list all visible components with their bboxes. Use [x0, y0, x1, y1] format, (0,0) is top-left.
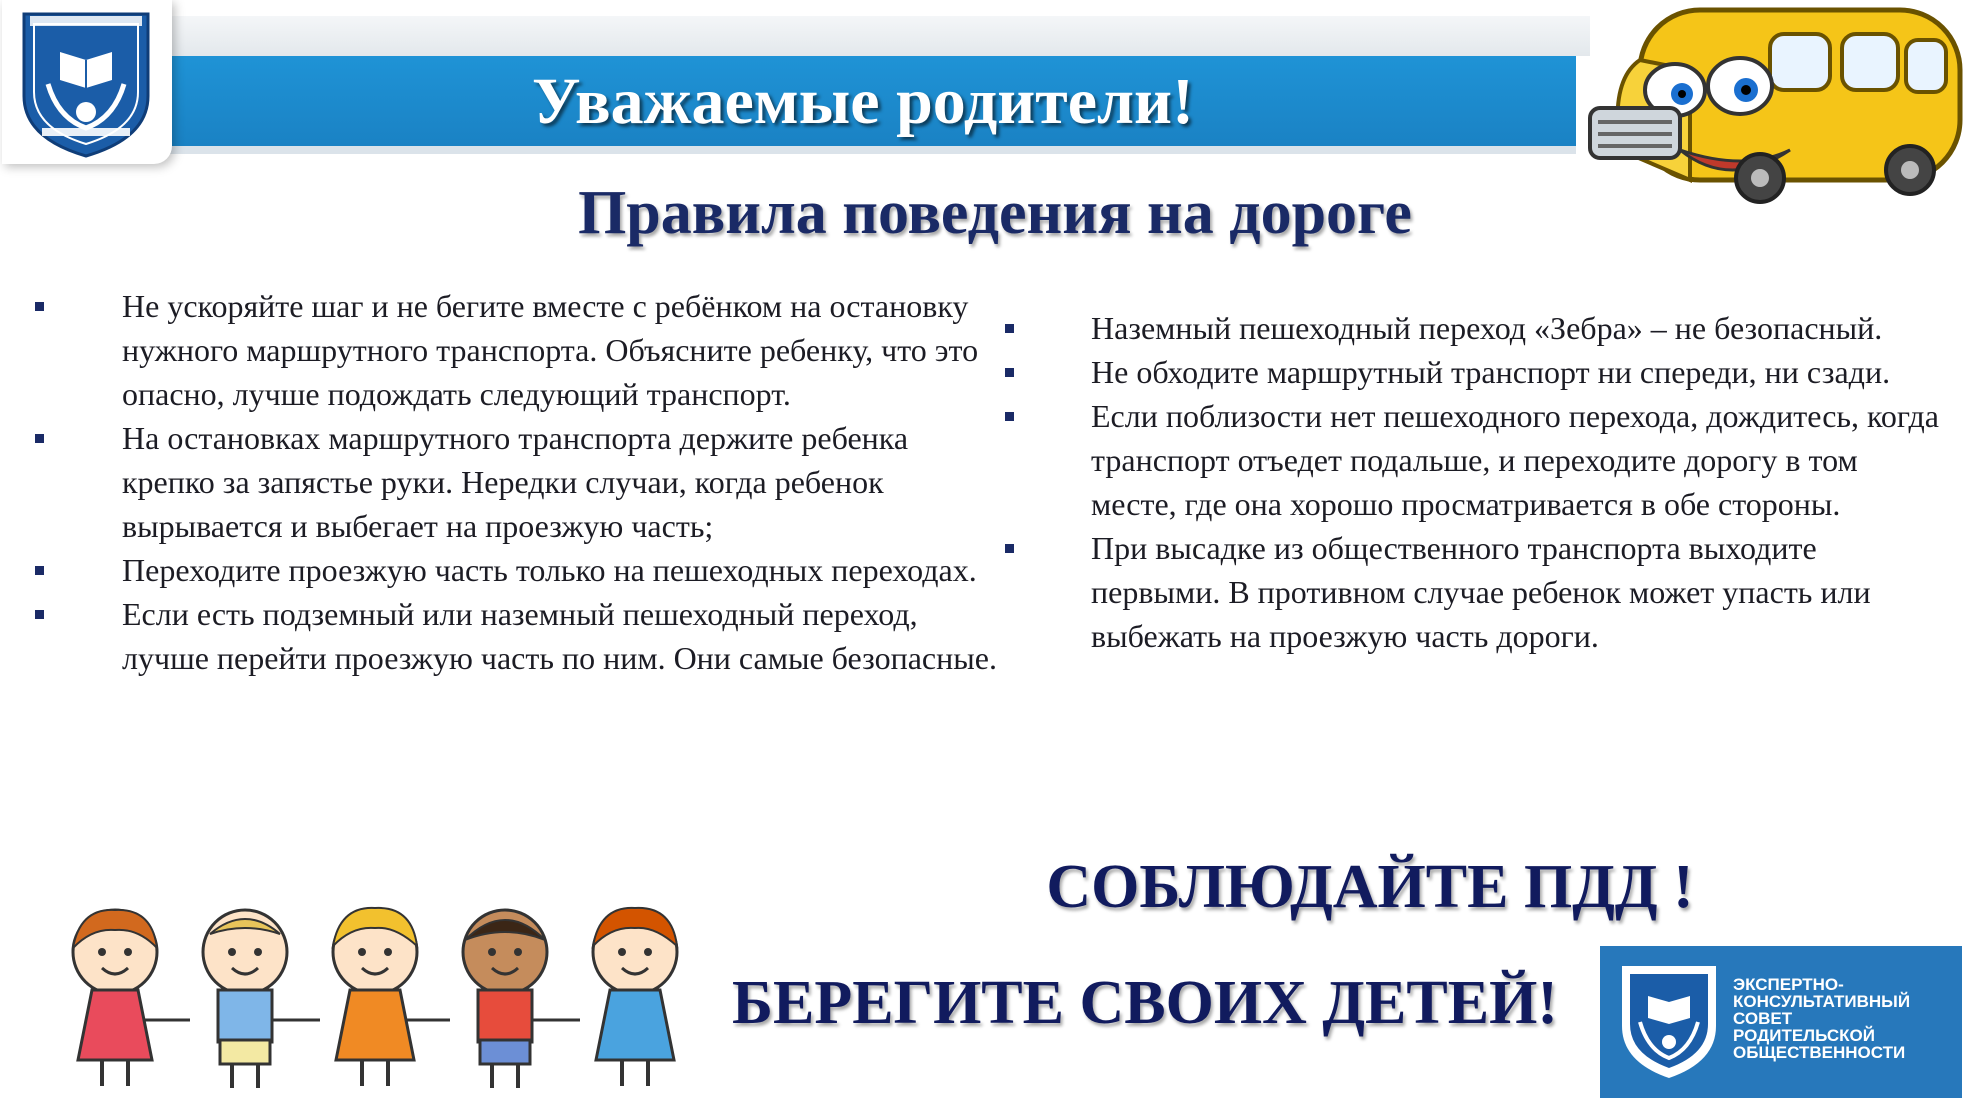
- rules-list-left: [30, 284, 1000, 680]
- council-name: [1733, 976, 1958, 1061]
- banner-bottom-strip: [150, 146, 1576, 154]
- page-subtitle: Правила поведения на дороге: [578, 179, 1412, 247]
- cartoon-bus-icon: [1570, 0, 1974, 210]
- list-item: При высадке из общественного транспорта выходите первыми. В противном случае ребенок может упасть или выбежать на проезжую часть дороги.: [1000, 526, 1940, 658]
- list-item: Если поблизости нет пешеходного перехода, дождитесь, когда транспорт отъедет подальше, и переходите дорогу в том месте, где она хорошо просматривается в обе стороны.: [1000, 394, 1940, 526]
- council-name-line: ОБЩЕСТВЕННОСТИ: [1733, 1043, 1906, 1062]
- call-to-action-children: БЕРЕГИТЕ СВОИХ ДЕТЕЙ!: [732, 969, 1558, 1037]
- council-logo: [2, 0, 172, 164]
- list-item: Если есть подземный или наземный пешеходный переход, лучше перейти проезжую часть по ним. Они самые безопасные.: [30, 592, 1000, 680]
- council-name-line: РОДИТЕЛЬСКОЙ: [1733, 1026, 1875, 1045]
- rules-list-right: [1000, 306, 1940, 658]
- list-item: Не обходите маршрутный транспорт ни спереди, ни сзади.: [1000, 350, 1940, 394]
- banner-shade: [150, 16, 1590, 56]
- call-to-action-rules: СОБЛЮДАЙТЕ ПДД !: [1046, 853, 1694, 921]
- list-item: Не ускоряйте шаг и не бегите вместе с ребёнком на остановку нужного маршрутного транспорта. Объясните ребенку, что это опасно, лучше подождать следующий транспорт.: [30, 284, 1000, 416]
- council-name-line: СОВЕТ: [1733, 1009, 1793, 1028]
- council-name-line: КОНСУЛЬТАТИВНЫЙ: [1733, 992, 1911, 1011]
- council-logo-bottom: [1600, 946, 1962, 1098]
- list-item: Переходите проезжую часть только на пешеходных переходах.: [30, 548, 1000, 592]
- children-holding-hands-icon: [40, 890, 700, 1100]
- council-name-line: ЭКСПЕРТНО-: [1733, 975, 1844, 994]
- list-item: На остановках маршрутного транспорта держите ребенка крепко за запястье руки. Нередки случаи, когда ребенок вырывается и выбегает на проезжую часть;: [30, 416, 1000, 548]
- council-emblem-icon: [2, 0, 172, 164]
- list-item: Наземный пешеходный переход «Зебра» – не безопасный.: [1000, 306, 1940, 350]
- page-title: Уважаемые родители!: [531, 65, 1195, 138]
- council-emblem-icon: [1608, 956, 1730, 1088]
